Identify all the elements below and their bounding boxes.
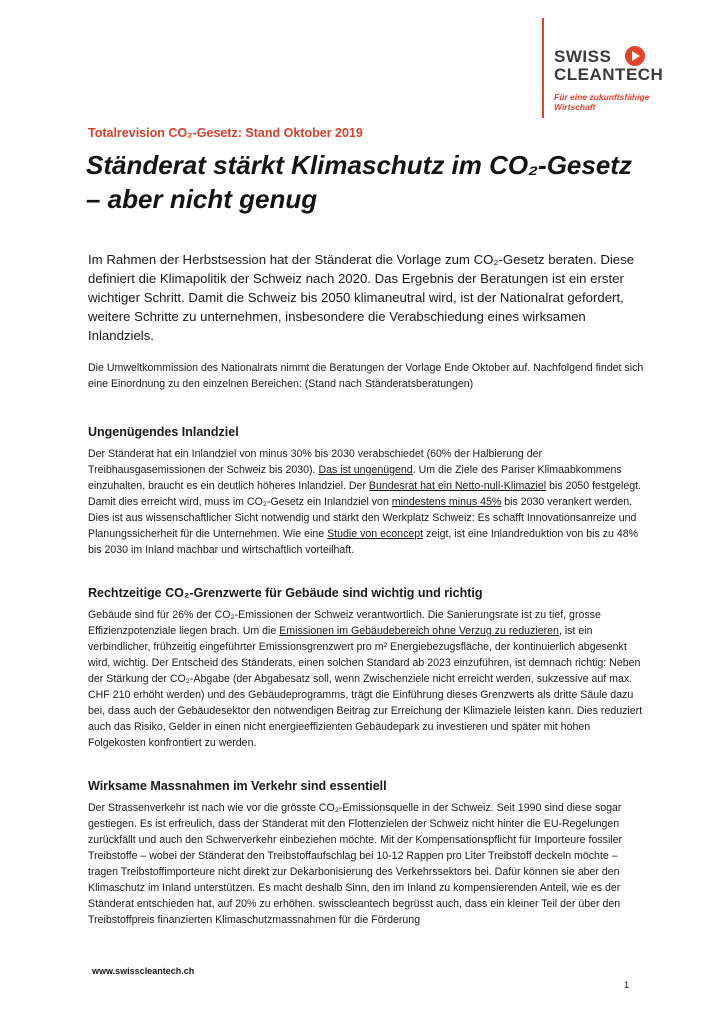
link-studie-econcept[interactable]: Studie von econcept	[327, 528, 424, 540]
link-ungenuegend[interactable]: Das ist ungenügend	[318, 464, 413, 476]
text-run: zeigt, ist eine Inlandreduktion von bis zu 48% bis 2030 im Inland machbar und wirtschaftlich vorteilhaft.	[88, 528, 639, 556]
text-run: bis 2030 verankert werden. Dies ist aus wissenschaftlicher Sicht notwendig und stärkt den Werkplatz Schweiz: Es schafft Innovationsanreize und Planungssicherheit für die Unternehmen. Wie eine	[88, 496, 637, 540]
text-run: bis 2050 festgelegt. Damit dies erreicht wird, muss im CO₂-Gesetz ein Inlandziel von	[88, 480, 641, 508]
logo-divider	[542, 18, 544, 118]
lead-paragraph: Im Rahmen der Herbstsession hat der Ständerat die Vorlage zum CO₂-Gesetz beraten. Diese definiert die Klimapolitik der Schweiz nach 2020. Das Ergebnis der Beratungen ist ein erster wichtiger Schritt. Damit die Schweiz bis 2050 klimaneutral wird, ist der Nationalrat gefordert, weitere Schritte zu unternehmen, insbesondere die Verabschiedung eines wirksamen Inlandziels.	[88, 252, 635, 343]
section-heading-inlandziel: Ungenügendes Inlandziel	[88, 425, 239, 439]
page-number: 1	[624, 980, 630, 990]
text-run: Der Ständerat hat ein Inlandziel von minus 30% bis 2030 verabschiedet (60% der Halbierung der Treibhausgasemissionen der Schweiz bis 2030).	[88, 448, 543, 476]
footer-url[interactable]: www.swisscleantech.ch	[92, 966, 195, 976]
logo-tagline: Für eine zukunftsfähige Wirtschaft	[554, 92, 650, 112]
link-bundesrat-klimaziel[interactable]: Bundesrat hat ein Netto-null-Klimaziel	[368, 480, 547, 492]
section-heading-gebaeude: Rechtzeitige CO₂-Grenzwerte für Gebäude sind wichtig und richtig	[88, 586, 483, 600]
section-text-inlandziel	[88, 446, 648, 558]
text-run: , ist ein verbindlicher, frühzeitig eingeführter Emissionsgrenzwert pro m² Energiebezugsfläche, der kontinuierlich abgesenkt wird, wichtig. Der Entscheid des Ständerats, einen solchen Standard ab 2023 einzuführen, ist demnach richtig: Neben der Stärkung der CO₂-Abgabe (der Abgabesatz soll, wenn Zwischenziele nicht erreicht werden, sukzessive auf max. CHF 210 erhöht werden) und des Gebäudeprogramms, trägt die Einführung dieses Grenzwerts als dritte Säule dazu bei, dass auch der Gebäudesektor den notwendigen Beitrag zur Erreichung der Klimaziele leisten kann. Dies reduziert auch das Risiko, Gelder in einen nicht energieeffizienten Gebäudepark zu investieren und später mit hohen Folgekosten konfrontiert zu werden.	[88, 625, 643, 749]
play-icon	[625, 46, 645, 66]
link-mindestens-45[interactable]: mindestens minus 45%	[391, 496, 502, 508]
logo-line-1: SWISS	[554, 47, 612, 66]
link-emissionen-gebaeude[interactable]: Emissionen im Gebäudebereich ohne Verzug zu reduzieren	[279, 625, 559, 637]
swisscleantech-logo	[542, 18, 712, 128]
section-text-gebaeude	[88, 607, 648, 751]
document-title: Ständerat stärkt Klimaschutz im CO₂-Gesetz – aber nicht genug	[86, 150, 632, 214]
document-kicker: Totalrevision CO₂-Gesetz: Stand Oktober 2019	[88, 126, 363, 140]
logo-line-2: CLEANTECH	[554, 65, 664, 84]
section-text-verkehr: Der Strassenverkehr ist nach wie vor die grösste CO₂-Emissionsquelle in der Schweiz. Seit 1990 sind diese sogar gestiegen. Es ist erfreulich, dass der Ständerat mit den Flottenzielen der Schweiz nicht hinter die EU-Regelungen zurückfällt und auch den Schwerverkehr einbeziehen möchte. Mit der Kompensationspflicht für Importeure fossiler Treibstoffe – wobei der Ständerat den Treibstoffaufschlag bei 10-12 Rappen pro Liter Treibstoff deckeln möchte – tragen Treibstoffimporteure nicht direkt zur Dekarbonisierung des Verkehrssektors bei. Dafür können sie aber den Klimaschutz im Inland unterstützen. Es macht deshalb Sinn, den im Inland zu kompensierenden Anteil, wie es der Ständerat entschieden hat, auf 20% zu erhöhen. swisscleantech begrüsst auch, dass ein kleiner Teil der über den Treibstoffpreis finanzierten Klimaschutzmassnahmen für die Förderung	[88, 802, 623, 926]
text-run: . Um die Ziele des Pariser Klimaabkommens einzuhalten, braucht es ein deutlich höheres Inlandziel. Der	[88, 464, 622, 492]
intro-paragraph: Die Umweltkommission des Nationalrats nimmt die Beratungen der Vorlage Ende Oktober auf. Nachfolgend findet sich eine Einordnung zu den einzelnen Bereichen: (Stand nach Ständeratsberatungen)	[88, 362, 644, 390]
section-heading-verkehr: Wirksame Massnahmen im Verkehr sind essentiell	[88, 779, 387, 793]
text-run: Gebäude sind für 26% der CO₂-Emissionen der Schweiz verantwortlich. Die Sanierungsrate ist zu tief, grosse Effizienzpotenziale liegen brach. Um die	[88, 609, 601, 637]
